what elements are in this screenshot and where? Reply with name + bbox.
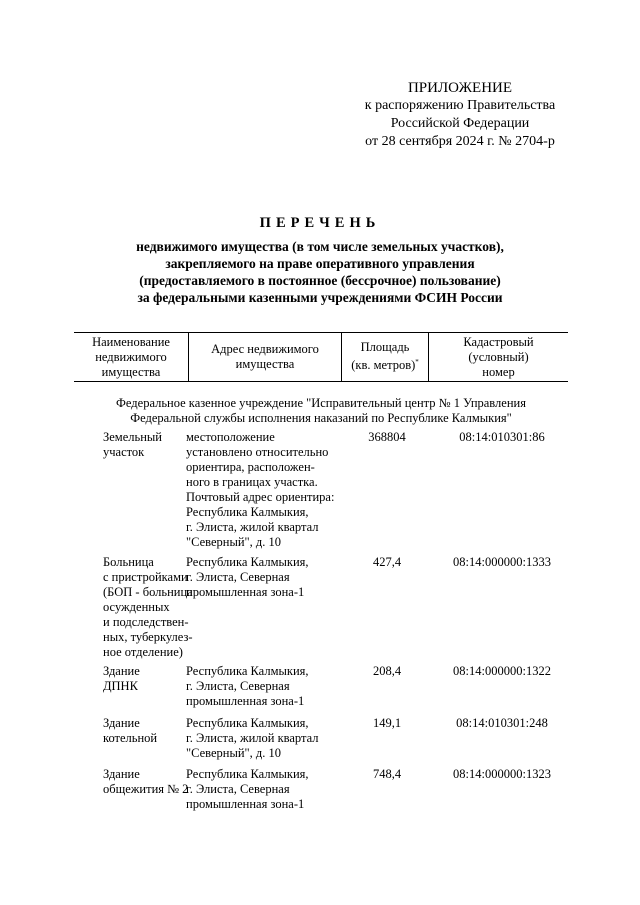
header-text: Площадь bbox=[360, 340, 410, 355]
appendix-date-number: от 28 сентября 2024 г. № 2704-р bbox=[365, 134, 555, 149]
header-text: недвижимого bbox=[95, 349, 167, 364]
cell-text: "Северный", д. 10 bbox=[186, 746, 282, 760]
cell-text: установлено относительно bbox=[186, 445, 329, 459]
cell-text: ного в границах участка. bbox=[186, 475, 318, 489]
header-cadastral bbox=[429, 333, 568, 381]
subtitle-line: (предоставляемого в постоянное (бессрочное) пользование) bbox=[139, 273, 501, 288]
row-address bbox=[186, 555, 346, 600]
cell-text: Республика Калмыкия, bbox=[186, 716, 309, 730]
row-cadastral: 08:14:000000:1322 bbox=[453, 664, 551, 678]
cell-text: ных, туберкулез- bbox=[103, 630, 193, 644]
row-cadastral: 08:14:010301:86 bbox=[459, 430, 545, 444]
appendix-block bbox=[340, 79, 580, 151]
document-subtitle bbox=[70, 238, 570, 306]
appendix-line: к распоряжению Правительства bbox=[364, 98, 556, 113]
cell-text: котельной bbox=[103, 731, 158, 745]
cell-text: Здание bbox=[103, 664, 140, 678]
footnote-mark: * bbox=[415, 358, 419, 367]
subtitle-line: недвижимого имущества (в том числе земельных участков), bbox=[136, 239, 504, 254]
header-name bbox=[74, 333, 189, 381]
cell-text: "Северный", д. 10 bbox=[186, 535, 282, 549]
cell-text: ное отделение) bbox=[103, 645, 183, 659]
cell-text: Республика Калмыкия, bbox=[186, 505, 309, 519]
header-text: Наименование bbox=[92, 334, 170, 349]
cell-text: Больница bbox=[103, 555, 154, 569]
cell-text: Республика Калмыкия, bbox=[186, 767, 309, 781]
row-area: 748,4 bbox=[372, 767, 402, 781]
cell-text: ДПНК bbox=[103, 679, 138, 693]
row-area: 368804 bbox=[368, 430, 406, 444]
cell-text: Здание bbox=[103, 767, 140, 781]
cell-text: промышленная зона-1 bbox=[186, 585, 305, 599]
header-area bbox=[342, 333, 429, 381]
row-name bbox=[103, 555, 193, 660]
cell-text: Республика Калмыкия, bbox=[186, 664, 309, 678]
row-address bbox=[186, 430, 346, 550]
institution-line: Федеральное казенное учреждение "Исправительный центр № 1 Управления bbox=[116, 396, 526, 410]
row-cadastral: 08:14:010301:248 bbox=[456, 716, 548, 730]
appendix-title: ПРИЛОЖЕНИЕ bbox=[407, 80, 513, 96]
row-name bbox=[103, 716, 185, 746]
cell-text: с пристройками bbox=[103, 570, 188, 584]
cell-text: Здание bbox=[103, 716, 140, 730]
row-cadastral: 08:14:000000:1323 bbox=[453, 767, 551, 781]
cell-text: г. Элиста, Северная bbox=[186, 679, 290, 693]
cell-text: местоположение bbox=[186, 430, 275, 444]
cell-text: г. Элиста, Северная bbox=[186, 570, 290, 584]
institution-name bbox=[74, 396, 568, 426]
header-text: имущества bbox=[101, 364, 161, 379]
cell-text: осужденных bbox=[103, 600, 170, 614]
header-text: имущества bbox=[235, 357, 295, 371]
header-text: (условный) bbox=[468, 349, 529, 364]
cell-text: общежития № 2 bbox=[103, 782, 189, 796]
row-name bbox=[103, 430, 185, 460]
row-cadastral: 08:14:000000:1333 bbox=[453, 555, 551, 569]
cell-text: и подследствен- bbox=[103, 615, 189, 629]
header-text: Адрес недвижимого bbox=[211, 342, 319, 356]
row-address bbox=[186, 664, 346, 709]
cell-text: (БОП - больница bbox=[103, 585, 193, 599]
appendix-line: Российской Федерации bbox=[390, 116, 530, 131]
cell-text: г. Элиста, Северная bbox=[186, 782, 290, 796]
row-address bbox=[186, 716, 346, 761]
header-text: номер bbox=[482, 364, 515, 379]
row-address bbox=[186, 767, 346, 812]
table-header bbox=[74, 332, 568, 382]
cell-text: ориентира, расположен- bbox=[186, 460, 315, 474]
subtitle-line: за федеральными казенными учреждениями ФСИН России bbox=[137, 290, 503, 305]
cell-text: промышленная зона-1 bbox=[186, 797, 305, 811]
cell-text: Республика Калмыкия, bbox=[186, 555, 309, 569]
row-name bbox=[103, 664, 185, 694]
cell-text: г. Элиста, жилой квартал bbox=[186, 520, 319, 534]
institution-line: Федеральной службы исполнения наказаний по Республике Калмыкия" bbox=[130, 411, 512, 425]
cell-text: Земельный bbox=[103, 430, 162, 444]
cell-text: участок bbox=[103, 445, 145, 459]
cell-text: промышленная зона-1 bbox=[186, 694, 305, 708]
row-name bbox=[103, 767, 189, 797]
document-title: ПЕРЕЧЕНЬ bbox=[259, 215, 381, 231]
row-area: 427,4 bbox=[372, 555, 402, 569]
row-area: 208,4 bbox=[372, 664, 402, 678]
subtitle-line: закрепляемого на праве оперативного управления bbox=[165, 256, 475, 271]
cell-text: г. Элиста, жилой квартал bbox=[186, 731, 319, 745]
header-text: (кв. метров) bbox=[351, 358, 416, 373]
row-area: 149,1 bbox=[372, 716, 402, 730]
cell-text: Почтовый адрес ориентира: bbox=[186, 490, 335, 504]
header-text: Кадастровый bbox=[463, 334, 534, 349]
header-address bbox=[189, 333, 342, 381]
